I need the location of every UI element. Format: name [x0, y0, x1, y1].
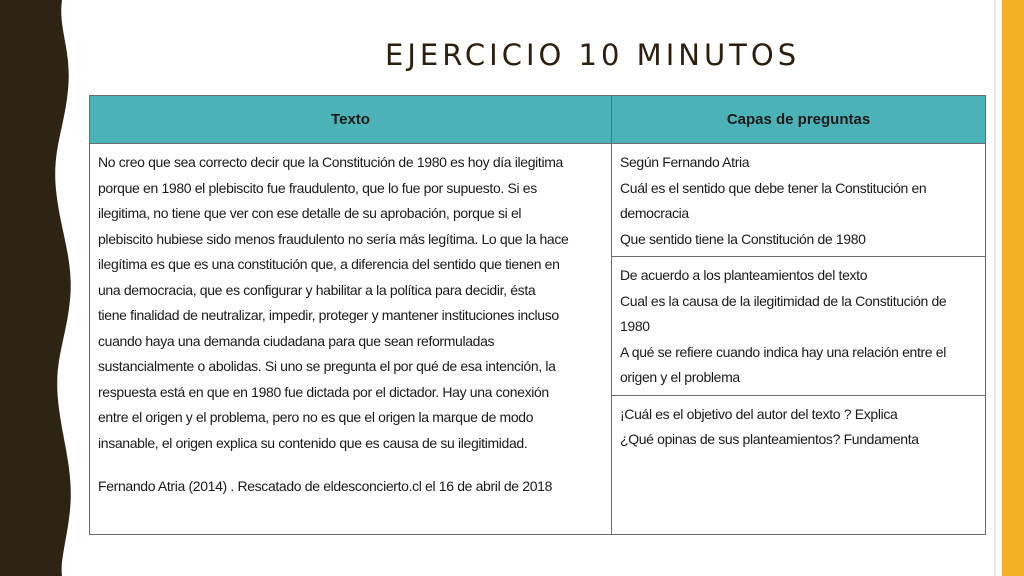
- text-line: ilegitima, no tiene que ver con ese detalle de su aprobación, porque si el: [98, 205, 522, 221]
- question-line: democracia: [620, 205, 689, 221]
- text-line: sustancialmente o abolidas. Si uno se pregunta el por qué de esa intención, la: [98, 358, 556, 374]
- text-line: entre el origen y el problema, pero no es que el origen la marque de modo: [98, 409, 534, 425]
- question-line: De acuerdo a los planteamientos del texto: [620, 267, 868, 283]
- question-line: Cual es la causa de la ilegitimidad de la Constitución de: [620, 292, 947, 309]
- text-line: No creo que sea correcto decir que la Constitución de 1980 es hoy día ilegitima: [98, 154, 563, 170]
- question-layer-3: [612, 395, 986, 534]
- header-texto: Texto: [90, 96, 612, 144]
- table-row: [90, 144, 986, 257]
- text-cell: [90, 144, 612, 535]
- right-bar-decoration: [994, 0, 1024, 576]
- text-line: cuando haya una demanda ciudadana para que sean reformuladas: [98, 332, 495, 349]
- table-header-row: [90, 96, 986, 144]
- text-line: ilegítima es que es una constitución que, a diferencia del sentido que tienen en: [98, 256, 560, 272]
- question-line: origen y el problema: [620, 369, 740, 385]
- text-line: tiene finalidad de neutralizar, impedir, proteger y mantener instituciones incluso: [98, 307, 559, 323]
- text-line: plebiscito hubiese sido menos fraudulento no sería más legítima. Lo que la hace: [98, 230, 569, 247]
- question-layer-2: [612, 257, 986, 396]
- question-line: A qué se refiere cuando indica hay una relación entre el: [620, 343, 946, 360]
- text-line: insanable, el origen explica su contenido que es causa de su ilegitimidad.: [98, 434, 528, 451]
- exercise-table: [89, 95, 986, 535]
- slide-title: EJERCICIO 10 MINUTOS: [385, 38, 801, 72]
- text-line: una democracia, que es configurar y habilitar a la política para decidir, ésta: [98, 281, 536, 298]
- question-line: Según Fernando Atria: [620, 154, 750, 170]
- text-line: porque en 1980 el plebiscito fue fraudulento, que lo fue por supuesto. Si es: [98, 179, 537, 196]
- citation: Fernando Atria (2014) . Rescatado de eldesconcierto.cl el 16 de abril de 2018: [98, 478, 553, 494]
- question-line: Que sentido tiene la Constitución de 1980: [620, 230, 866, 247]
- header-capas-de-preguntas: Capas de preguntas: [612, 96, 986, 144]
- left-wave-decoration: [0, 0, 80, 576]
- question-line: ¿Qué opinas de sus planteamientos? Fundamenta: [620, 431, 919, 447]
- question-line: ¡Cuál es el objetivo del autor del texto ? Explica: [620, 405, 898, 422]
- question-layer-1: [612, 144, 986, 257]
- question-line: Cuál es el sentido que debe tener la Constitución en: [620, 179, 927, 196]
- question-line: 1980: [620, 318, 650, 334]
- text-line: respuesta está en que en 1980 fue dictada por el dictador. Hay una conexión: [98, 383, 549, 400]
